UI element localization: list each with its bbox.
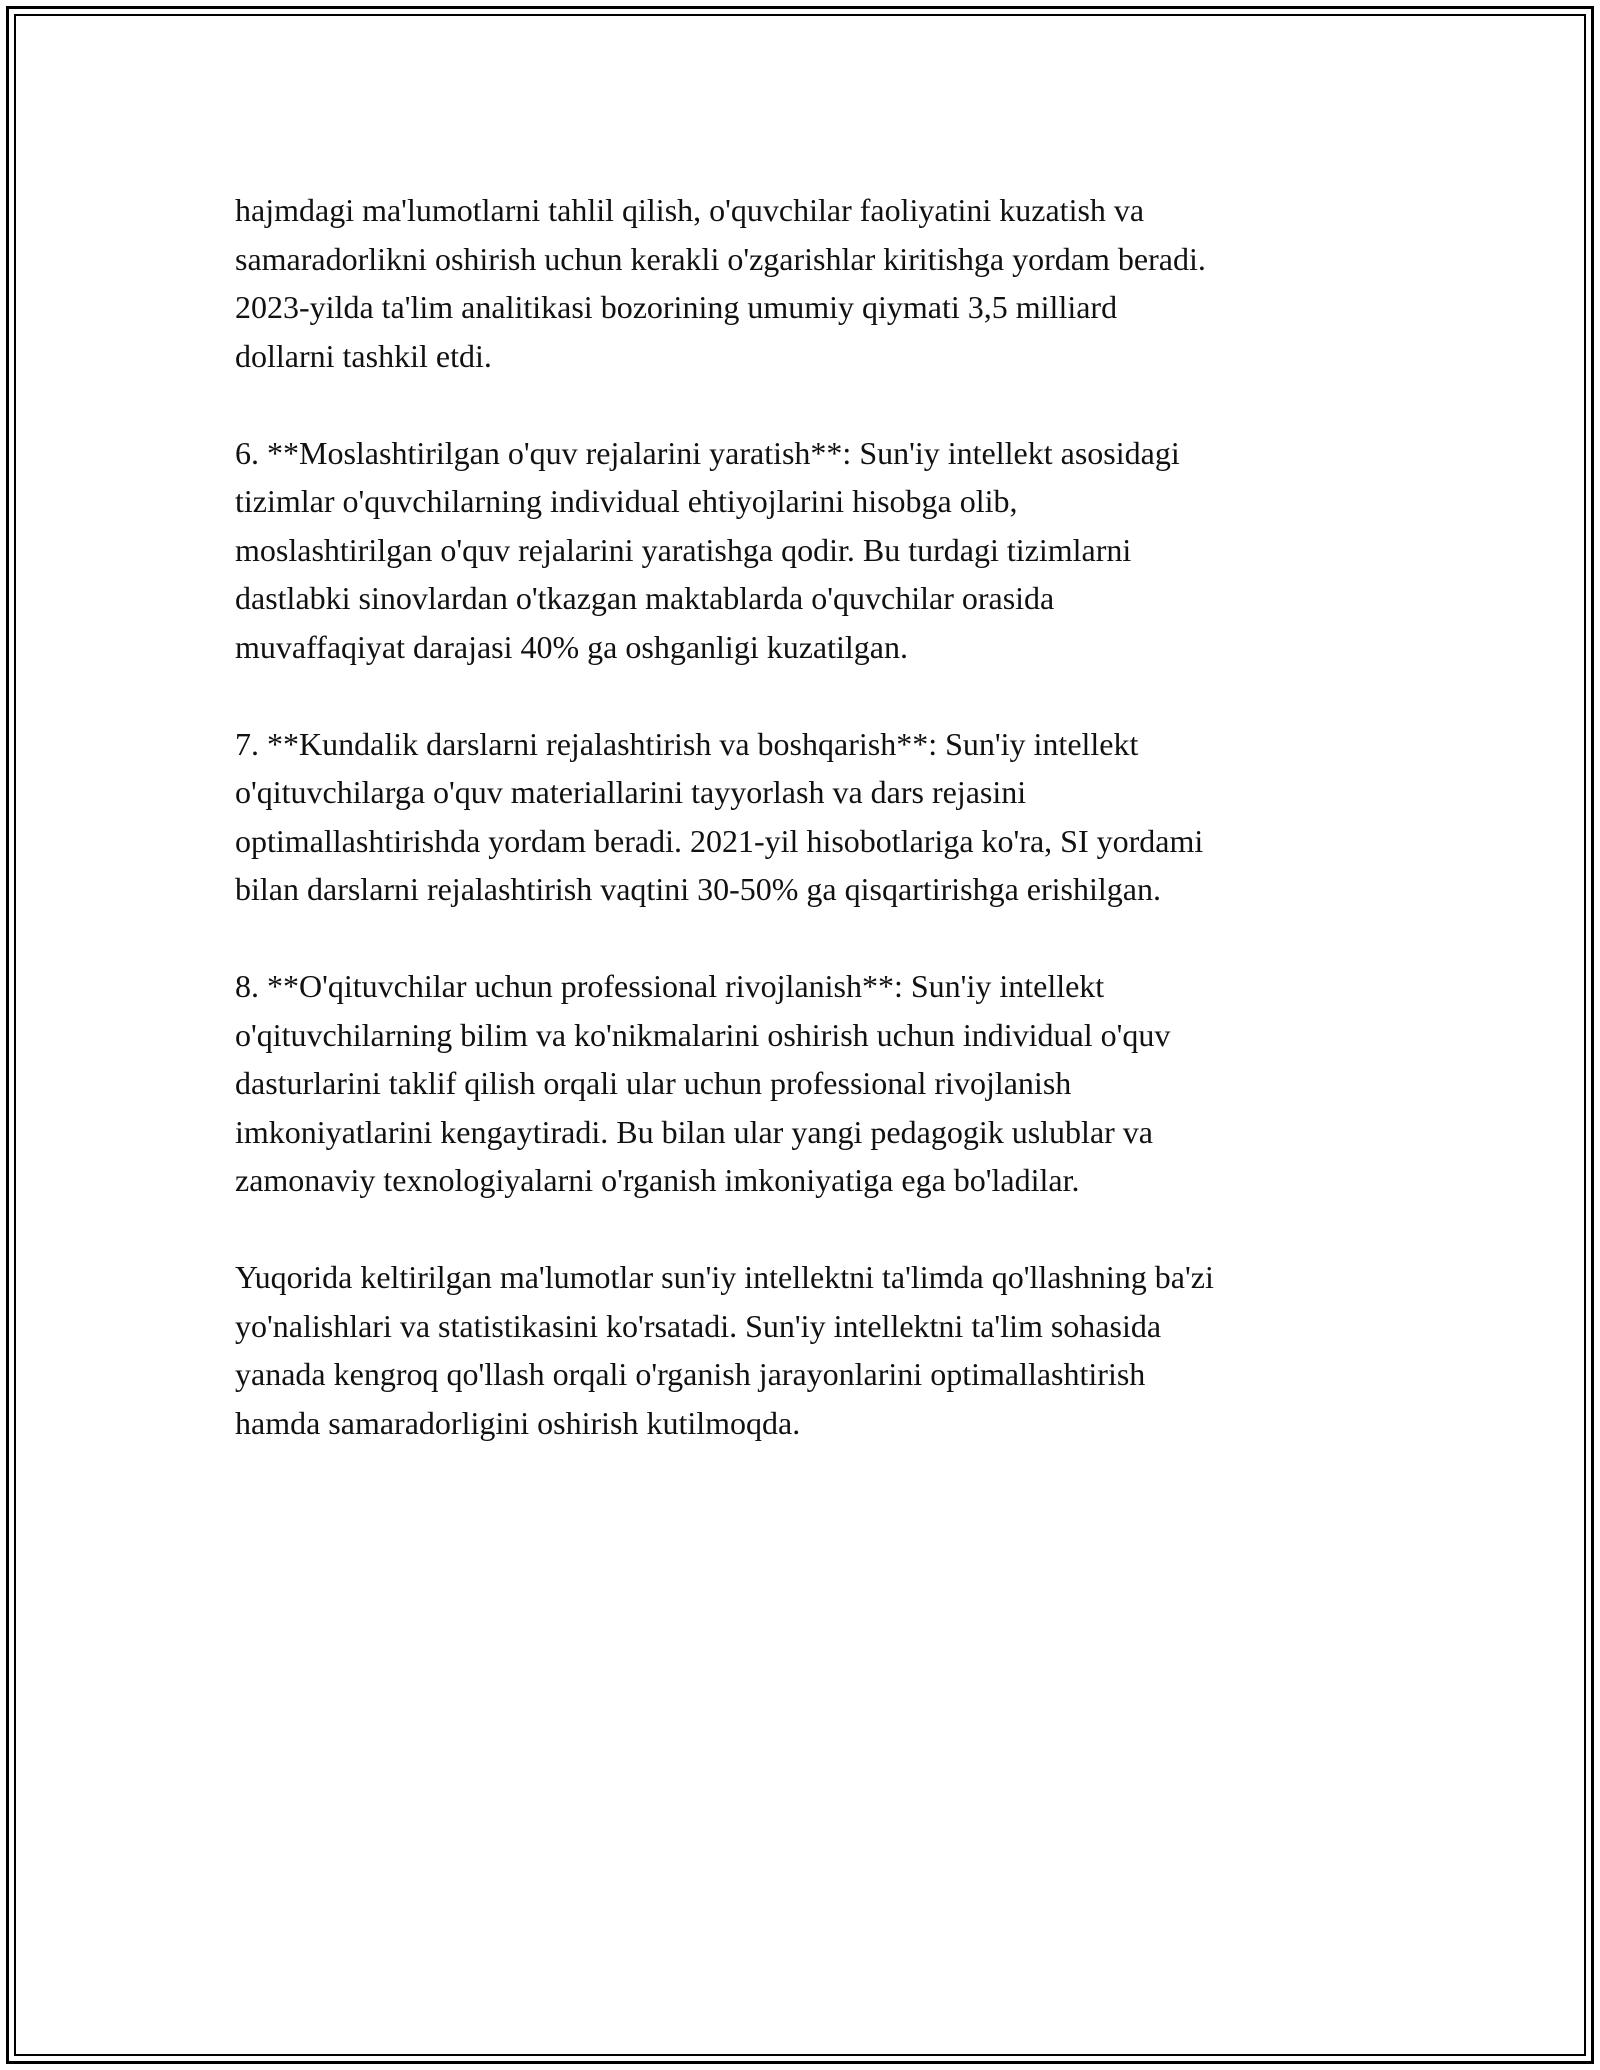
paragraph-conclusion: Yuqorida keltirilgan ma'lumotlar sun'iy intellektni ta'limda qo'llashning ba'zi yo'nalishlari va statistikasini ko'rsatadi. Sun'iy intellektni ta'lim sohasida yanada kengroq qo'llash orqali o'rganish jarayonlarini optimallashtirish hamda samaradorligini oshirish kutilmoqda. <box>235 1259 1214 1441</box>
paragraph-item-6-adaptive-plans: 6. **Moslashtirilgan o'quv rejalarini yaratish**: Sun'iy intellekt asosidagi tizimlar o'quvchilarning individual ehtiyojlarini hisobga olib, moslashtirilgan o'quv rejalarini yaratishga qodir. Bu turdagi tizimlarni dastlabki sinovlardan o'tkazgan maktablarda o'quvchilar orasida muvaffaqiyat darajasi 40% ga oshganligi kuzatilgan. <box>235 434 1180 665</box>
paragraph-item-7-lesson-planning: 7. **Kundalik darslarni rejalashtirish va boshqarish**: Sun'iy intellekt o'qituvchilarga o'quv materiallarini tayyorlash va dars rejasini optimallashtirishda yordam beradi. 2021-yil hisobotlariga ko'ra, SI yordami bilan darslarni rejalashtirish vaqtini 30-50% ga qisqartirishga erishilgan. <box>235 725 1204 907</box>
document-body <box>235 186 1375 1496</box>
paragraph-analytics-continuation: hajmdagi ma'lumotlarni tahlil qilish, o'quvchilar faoliyatini kuzatish va samaradorlikni oshirish uchun kerakli o'zgarishlar kiritishga yordam beradi. 2023-yilda ta'lim analitikasi bozorining umumiy qiymati 3,5 milliard dollarni tashkil etdi. <box>235 192 1206 374</box>
paragraph-item-8-professional-development: 8. **O'qituvchilar uchun professional rivojlanish**: Sun'iy intellekt o'qituvchilarning bilim va ko'nikmalarini oshirish uchun individual o'quv dasturlarini taklif qilish orqali ular uchun professional rivojlanish imkoniyatlarini kengaytiradi. Bu bilan ular yangi pedagogik uslublar va zamonaviy texnologiyalarni o'rganish imkoniyatiga ega bo'ladilar. <box>235 968 1171 1198</box>
